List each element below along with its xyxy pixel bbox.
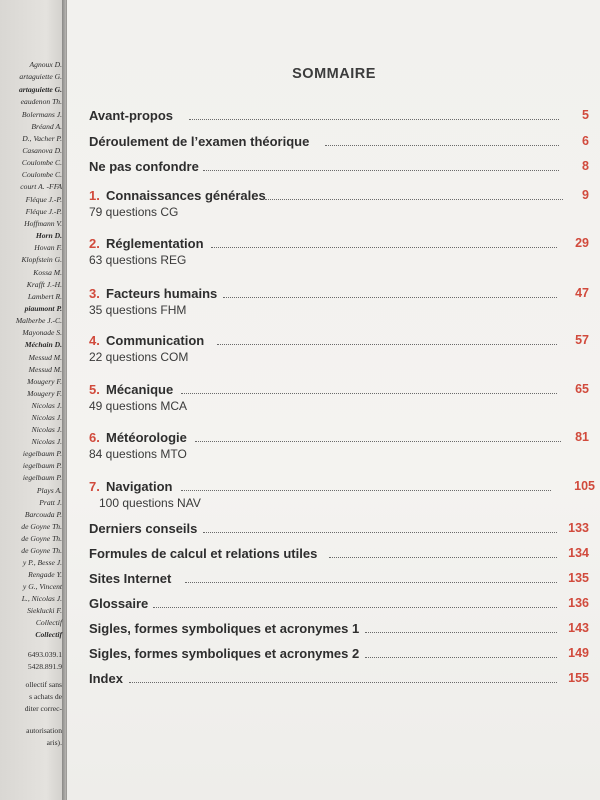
toc-entry-connaissances-generales[interactable] bbox=[89, 188, 589, 224]
dot-leader bbox=[365, 632, 557, 633]
dot-leader bbox=[153, 607, 557, 608]
toc-page-number: 149 bbox=[568, 646, 589, 660]
left-page-line: Messud M. bbox=[28, 353, 62, 362]
left-page-line: Agnoux D. bbox=[29, 60, 62, 69]
toc-entry-reglementation[interactable] bbox=[89, 236, 589, 272]
dot-leader bbox=[329, 557, 557, 558]
toc-entry-label: Météorologie bbox=[106, 430, 187, 445]
left-page-line: s achats de bbox=[29, 692, 62, 701]
left-page-line: aris). bbox=[46, 738, 62, 747]
question-count: 84 questions MTO bbox=[89, 447, 187, 461]
left-page-line: Fléque J.-P. bbox=[25, 195, 62, 204]
sommaire-page bbox=[66, 0, 600, 800]
left-page-line: iegelbaum P. bbox=[22, 473, 62, 482]
left-page-line: L., Nicolas J. bbox=[21, 594, 62, 603]
dot-leader bbox=[211, 247, 557, 248]
toc-entry-ne-pas-confondre[interactable] bbox=[89, 159, 589, 189]
toc-page-number: 143 bbox=[568, 621, 589, 635]
left-page-line: 6493.039.1 bbox=[27, 650, 62, 659]
toc-entry-label: Connaissances générales bbox=[106, 188, 266, 203]
toc-entry-label: Mécanique bbox=[106, 382, 174, 397]
chapter-number: 1. bbox=[89, 188, 100, 203]
left-page-line: artaguiette G. bbox=[18, 85, 62, 94]
left-page-line: eaudenon Th. bbox=[20, 97, 62, 106]
left-page-line: y P., Besse J. bbox=[22, 558, 62, 567]
left-page-line: Mougery F. bbox=[27, 389, 62, 398]
left-page-line: D., Vacher P. bbox=[22, 134, 62, 143]
left-page-line: ollectif sans bbox=[25, 680, 62, 689]
toc-page-number: 134 bbox=[568, 546, 589, 560]
toc-entry-label: Derniers conseils bbox=[89, 521, 198, 536]
left-page-line: y G., Vincent bbox=[22, 582, 62, 591]
left-page-line: iegelbaum P. bbox=[22, 449, 62, 458]
dot-leader bbox=[189, 119, 559, 120]
dot-leader bbox=[223, 297, 557, 298]
dot-leader bbox=[129, 682, 557, 683]
left-page-line: Bréand A. bbox=[31, 122, 62, 131]
question-count: 79 questions CG bbox=[89, 205, 179, 219]
left-page-line: Mougery F. bbox=[27, 377, 62, 386]
toc-entry-label: Avant-propos bbox=[89, 108, 174, 123]
toc-entry-label: Sigles, formes symboliques et acronymes 2 bbox=[89, 646, 360, 661]
left-page-line: Méchain D. bbox=[24, 340, 62, 349]
toc-page-number: 136 bbox=[568, 596, 589, 610]
toc-page-number: 29 bbox=[575, 236, 589, 250]
toc-entry-mecanique[interactable] bbox=[89, 382, 589, 418]
left-page-line: Klopfstein G. bbox=[21, 255, 62, 264]
chapter-number: 6. bbox=[89, 430, 100, 445]
dot-leader bbox=[265, 199, 563, 200]
toc-entry-communication[interactable] bbox=[89, 333, 589, 369]
left-page-line: Nicolas J. bbox=[31, 401, 62, 410]
dot-leader bbox=[325, 145, 559, 146]
left-page-line: Mayonade S. bbox=[22, 328, 62, 337]
toc-entry-label: Communication bbox=[106, 333, 205, 348]
left-page-line: de Goyne Th. bbox=[21, 546, 62, 555]
dot-leader bbox=[185, 582, 557, 583]
left-page-line: Barcouda P. bbox=[24, 510, 62, 519]
toc-page-number: 57 bbox=[575, 333, 589, 347]
toc-page-number: 65 bbox=[575, 382, 589, 396]
toc-entry-index[interactable] bbox=[89, 671, 589, 701]
toc-page-number: 6 bbox=[582, 134, 589, 148]
question-count: 49 questions MCA bbox=[89, 399, 188, 413]
chapter-number: 4. bbox=[89, 333, 100, 348]
dot-leader bbox=[203, 170, 559, 171]
left-page-line: de Goyne Th. bbox=[21, 522, 62, 531]
left-page-line: 5428.891.9 bbox=[27, 662, 62, 671]
left-page-line: diter correc- bbox=[24, 704, 62, 713]
left-page-line: Collectif bbox=[35, 618, 62, 627]
chapter-number: 5. bbox=[89, 382, 100, 397]
chapter-number: 3. bbox=[89, 286, 100, 301]
toc-entry-label: Sigles, formes symboliques et acronymes 1 bbox=[89, 621, 360, 636]
toc-entry-meteorologie[interactable] bbox=[89, 430, 589, 466]
left-page-line: autorisation bbox=[26, 726, 62, 735]
chapter-number: 2. bbox=[89, 236, 100, 251]
left-page-line: Pratt J. bbox=[39, 498, 62, 507]
left-page-line: Nicolas J. bbox=[31, 413, 62, 422]
left-page-line: iegelbaum P. bbox=[22, 461, 62, 470]
toc-page-number: 155 bbox=[568, 671, 589, 685]
left-page-line: Hovan F. bbox=[34, 243, 62, 252]
toc-entry-label: Index bbox=[89, 671, 123, 686]
dot-leader bbox=[217, 344, 557, 345]
left-page-line: Bolermans J. bbox=[21, 110, 62, 119]
dot-leader bbox=[181, 490, 551, 491]
dot-leader bbox=[365, 657, 557, 658]
left-page-line: Coulombe C. bbox=[21, 170, 62, 179]
toc-page-number: 8 bbox=[582, 159, 589, 173]
question-count: 35 questions FHM bbox=[89, 303, 187, 317]
left-page-line: Lambert R. bbox=[27, 292, 62, 301]
left-page-line: piaumont P. bbox=[24, 304, 62, 313]
question-count: 22 questions COM bbox=[89, 350, 189, 364]
toc-page-number: 105 bbox=[574, 479, 595, 493]
left-page-line: artaguiette G. bbox=[19, 72, 62, 81]
left-page-line: Coulombe C. bbox=[21, 158, 62, 167]
previous-page-edge bbox=[0, 0, 66, 800]
left-page-line: Plays A. bbox=[36, 486, 62, 495]
dot-leader bbox=[181, 393, 557, 394]
chapter-number: 7. bbox=[89, 479, 100, 494]
left-page-line: Hoffmann V. bbox=[24, 219, 62, 228]
toc-entry-label: Facteurs humains bbox=[106, 286, 218, 301]
toc-entry-label: Déroulement de l’examen théorique bbox=[89, 134, 310, 149]
left-page-line: Collectif bbox=[35, 630, 62, 639]
left-page-line: court A. -FFA bbox=[20, 182, 62, 191]
toc-page-number: 5 bbox=[582, 108, 589, 122]
left-page-line: Malberbe J.-C. bbox=[15, 316, 62, 325]
toc-page-number: 47 bbox=[575, 286, 589, 300]
toc-page-number: 81 bbox=[575, 430, 589, 444]
toc-entry-navigation[interactable] bbox=[89, 479, 595, 515]
toc-entry-label: Ne pas confondre bbox=[89, 159, 199, 174]
dot-leader bbox=[195, 441, 561, 442]
left-page-line: Rengade Y. bbox=[28, 570, 62, 579]
toc-entry-label: Sites Internet bbox=[89, 571, 172, 586]
left-page-line: de Goyne Th. bbox=[21, 534, 62, 543]
toc-entry-label: Formules de calcul et relations utiles bbox=[89, 546, 318, 561]
question-count: 63 questions REG bbox=[89, 253, 187, 267]
left-page-line: Nicolas J. bbox=[31, 437, 62, 446]
left-page-line: Messud M. bbox=[28, 365, 62, 374]
toc-entry-label: Glossaire bbox=[89, 596, 149, 611]
left-page-line: Krafft J.-H. bbox=[26, 280, 62, 289]
left-page-line: Kossa M. bbox=[33, 268, 62, 277]
question-count: 100 questions NAV bbox=[99, 496, 201, 510]
toc-page-number: 9 bbox=[582, 188, 589, 202]
left-page-line: Casanova D. bbox=[22, 146, 62, 155]
left-page-line: Horn D. bbox=[35, 231, 62, 240]
toc-entry-facteurs-humains[interactable] bbox=[89, 286, 589, 322]
left-page-line: Nicolas J. bbox=[31, 425, 62, 434]
dot-leader bbox=[203, 532, 557, 533]
toc-page-number: 133 bbox=[568, 521, 589, 535]
left-page-line: Sieklucki F. bbox=[27, 606, 62, 615]
left-page-line: Fléque J.-P. bbox=[25, 207, 62, 216]
page-title: SOMMAIRE bbox=[292, 66, 376, 82]
toc-page-number: 135 bbox=[568, 571, 589, 585]
toc-entry-label: Réglementation bbox=[106, 236, 204, 251]
toc-entry-label: Navigation bbox=[106, 479, 173, 494]
